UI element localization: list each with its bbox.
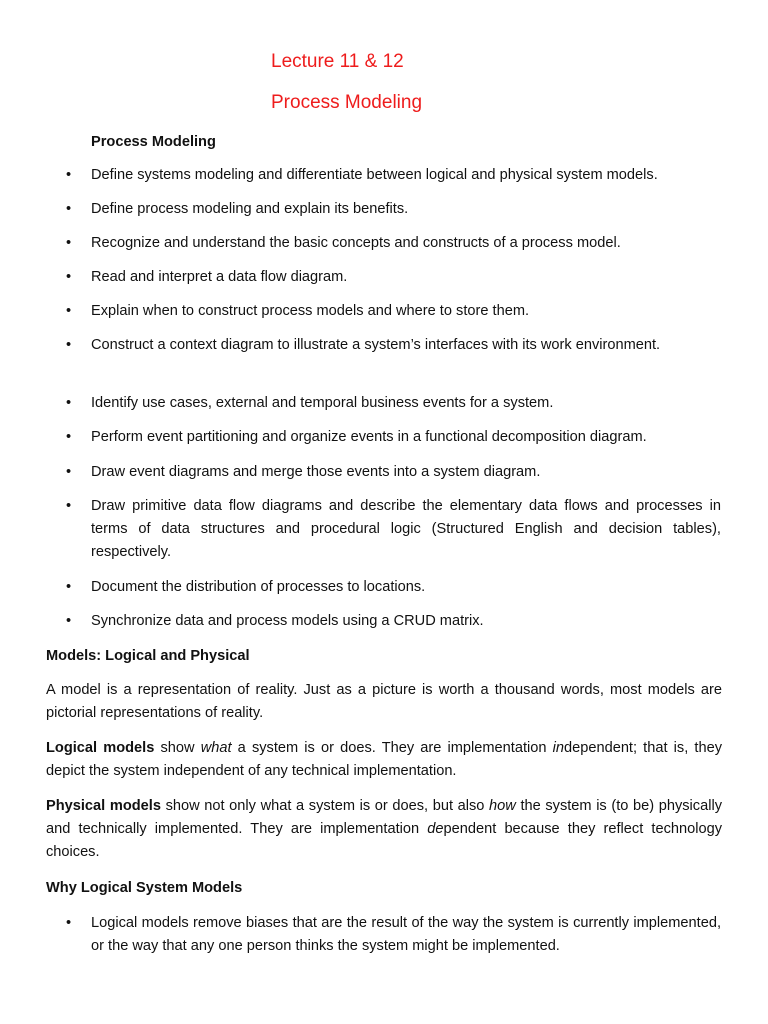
objective-item: Draw primitive data flow diagrams and describe the elementary data flows and processes in terms of data structures and procedural logic (Structured English and decision tables), respectively. bbox=[91, 498, 721, 560]
bullet-marker: • bbox=[66, 613, 72, 629]
why-logical-heading: Why Logical System Models bbox=[46, 880, 243, 896]
objective-item: Recognize and understand the basic concepts and constructs of a process model. bbox=[91, 235, 621, 251]
logical-emphasis-in: in bbox=[552, 740, 564, 756]
why-item: Logical models remove biases that are the result of the way the system is currently implemented, or the way that any one person thinks the system might be implemented. bbox=[91, 915, 721, 954]
lecture-subtitle: Process Modeling bbox=[271, 92, 423, 113]
logical-text-3: dependent; that is, they depict the system independent of any technical implementation. bbox=[46, 740, 722, 779]
bullet-marker: • bbox=[66, 464, 72, 480]
lecture-title: Lecture 11 & 12 bbox=[271, 51, 404, 72]
physical-emphasis-de: de bbox=[427, 821, 444, 837]
logical-models-paragraph bbox=[46, 737, 722, 783]
models-intro-paragraph: A model is a representation of reality. Just as a picture is worth a thousand words, most models are pictorial representations of reality. bbox=[46, 682, 722, 721]
physical-emphasis-how: how bbox=[489, 798, 516, 814]
bullet-marker: • bbox=[66, 337, 72, 353]
bullet-marker: • bbox=[66, 235, 72, 251]
bullet-marker: • bbox=[66, 269, 72, 285]
objective-item: Explain when to construct process models and where to store them. bbox=[91, 303, 530, 319]
bullet-marker: • bbox=[66, 429, 72, 445]
objective-item: Draw event diagrams and merge those events into a system diagram. bbox=[91, 464, 541, 480]
bullet-marker: • bbox=[66, 915, 72, 931]
objective-item: Read and interpret a data flow diagram. bbox=[91, 269, 348, 285]
logical-models-term: Logical models bbox=[46, 740, 155, 756]
bullet-marker: • bbox=[66, 303, 72, 319]
objectives-heading: Process Modeling bbox=[91, 134, 216, 150]
objective-item: Synchronize data and process models using a CRUD matrix. bbox=[91, 613, 484, 629]
bullet-marker: • bbox=[66, 201, 72, 217]
bullet-marker: • bbox=[66, 395, 72, 411]
physical-text-3: pendent because they reflect technology choices. bbox=[46, 821, 723, 860]
physical-text-2: the system is (to be) physically and technically implemented. They are implementation bbox=[46, 798, 722, 837]
physical-models-term: Physical models bbox=[46, 798, 161, 814]
logical-emphasis-what: what bbox=[200, 740, 232, 756]
objective-item: Define process modeling and explain its benefits. bbox=[91, 201, 409, 217]
objective-item: Construct a context diagram to illustrate a system’s interfaces with its work environment. bbox=[91, 337, 661, 353]
bullet-marker: • bbox=[66, 579, 72, 595]
bullet-marker: • bbox=[66, 498, 72, 514]
objective-item: Document the distribution of processes to locations. bbox=[91, 579, 426, 595]
objective-item: Define systems modeling and differentiate between logical and physical system models. bbox=[91, 167, 658, 183]
models-heading: Models: Logical and Physical bbox=[46, 648, 250, 664]
objective-item: Perform event partitioning and organize events in a functional decomposition diagram. bbox=[91, 429, 647, 445]
logical-text-1: show bbox=[154, 740, 201, 756]
physical-text-1: show not only what a system is or does, but also bbox=[160, 798, 490, 814]
logical-text-2: a system is or does. They are implementation bbox=[231, 740, 553, 756]
physical-models-paragraph bbox=[46, 795, 722, 864]
objective-item: Identify use cases, external and temporal business events for a system. bbox=[91, 395, 554, 411]
bullet-marker: • bbox=[66, 167, 72, 183]
